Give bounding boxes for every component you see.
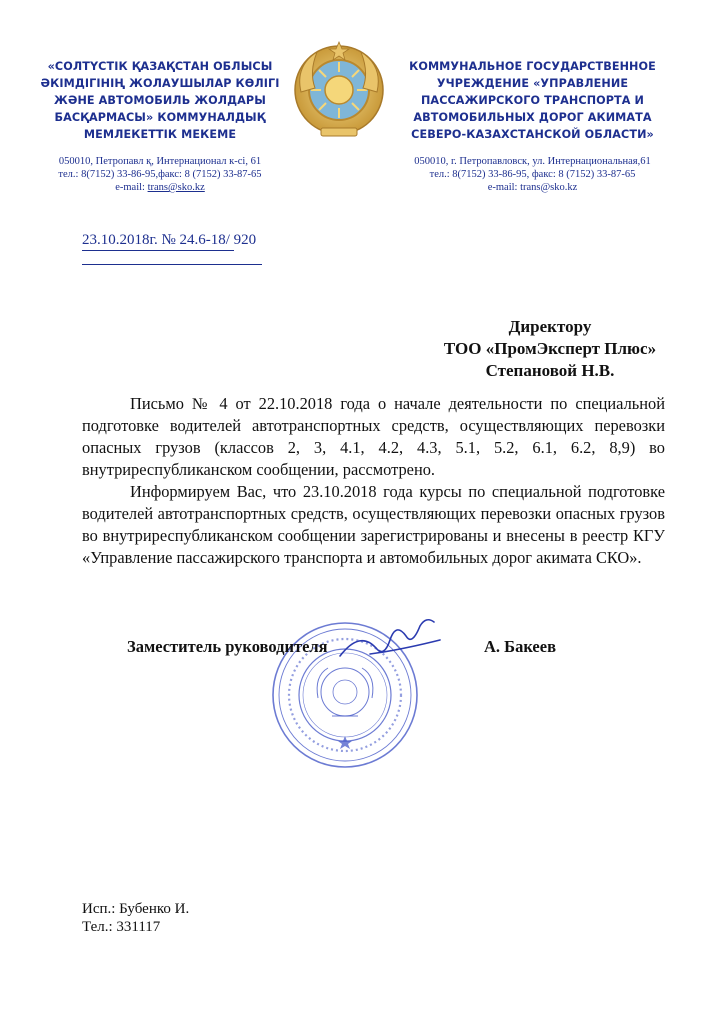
handwritten-signature-icon	[330, 610, 450, 670]
org-line: УЧРЕЖДЕНИЕ «УПРАВЛЕНИЕ	[436, 77, 629, 90]
org-line: ЖӘНЕ АВТОМОБИЛЬ ЖОЛДАРЫ	[54, 94, 266, 107]
addressee-name: Степановой Н.В.	[485, 361, 615, 380]
address-line: 050010, Петропавл қ, Интернационал к-сі, 61	[58, 156, 262, 167]
state-emblem-icon	[287, 36, 391, 140]
executor-name: Исп.: Бубенко И.	[82, 901, 190, 917]
org-name-russian	[395, 58, 670, 143]
executor-phone: Тел.: 331117	[82, 919, 161, 935]
email-label: e-mail:	[115, 182, 148, 193]
reference-underline	[82, 250, 234, 251]
phone-line: тел.: 8(7152) 33-86-95,факс: 8 (7152) 33-87-65	[58, 169, 262, 180]
org-line: «СОЛТҮСТІК ҚАЗАҚСТАН ОБЛЫСЫ	[47, 60, 273, 73]
org-line: КОММУНАЛЬНОЕ ГОСУДАРСТВЕННОЕ	[409, 60, 656, 73]
org-line: ПАССАЖИРСКОГО ТРАНСПОРТА И	[420, 94, 645, 107]
body-paragraph: Информируем Вас, что 23.10.2018 года курсы по специальной подготовке водителей автотранспортных средств, осуществляющих перевозки опасных грузов во внутриреспубликанском сообщении зарегистрированы и внесены в реестр КГУ «Управление пассажирского транспорта и автомобильных дорог акимата СКО».	[82, 482, 665, 567]
signatory-position: Заместитель руководителя	[127, 637, 328, 656]
header-left-kazakh	[40, 58, 280, 194]
address-line: 050010, г. Петропавловск, ул. Интернациональная,61	[414, 156, 651, 167]
phone-line: тел.: 8(7152) 33-86-95, факс: 8 (7152) 33-87-65	[429, 169, 636, 180]
org-name-kazakh	[40, 58, 280, 143]
reference-number: 23.10.2018г. № 24.6-18/ 920	[82, 232, 257, 248]
email-link[interactable]: trans@sko.kz	[147, 182, 205, 193]
executor-footer	[82, 900, 189, 936]
org-line: СЕВЕРО-КАЗАХСТАНСКОЙ ОБЛАСТИ»	[411, 128, 654, 141]
header-right-russian	[395, 58, 670, 194]
org-line: МЕМЛЕКЕТТІК МЕКЕМЕ	[83, 128, 237, 141]
reference-underline	[82, 264, 262, 265]
signatory-name: А. Бакеев	[484, 637, 556, 656]
address-block-kazakh	[40, 155, 280, 194]
org-line: БАСҚАРМАСЫ» КОММУНАЛДЫҚ	[54, 111, 266, 124]
letter-body	[82, 393, 665, 569]
email-label: e-mail:	[487, 182, 521, 193]
addressee-company: ТОО «ПромЭксперт Плюс»	[443, 339, 657, 358]
org-line: АВТОМОБИЛЬНЫХ ДОРОГ АКИМАТА	[413, 111, 652, 124]
addressee-title: Директору	[508, 317, 592, 336]
org-line: ӘКІМДІГІНІҢ ЖОЛАУШЫЛАР КӨЛІГІ	[40, 77, 280, 90]
addressee-block	[400, 316, 700, 382]
email-line	[40, 181, 280, 194]
address-block-russian	[395, 155, 670, 194]
email-link[interactable]: trans@sko.kz	[520, 182, 578, 193]
body-paragraph: Письмо № 4 от 22.10.2018 года о начале деятельности по специальной подготовке водителей автотранспортных средств, осуществляющих перевозки опасных грузов (классов 2, 3, 4.1, 4.2, 4.3, 5.1, 5.2, 6.1, 6.2, 8,9) во внутриреспубликанском сообщении, рассмотрено.	[82, 394, 665, 479]
email-line	[395, 181, 670, 194]
